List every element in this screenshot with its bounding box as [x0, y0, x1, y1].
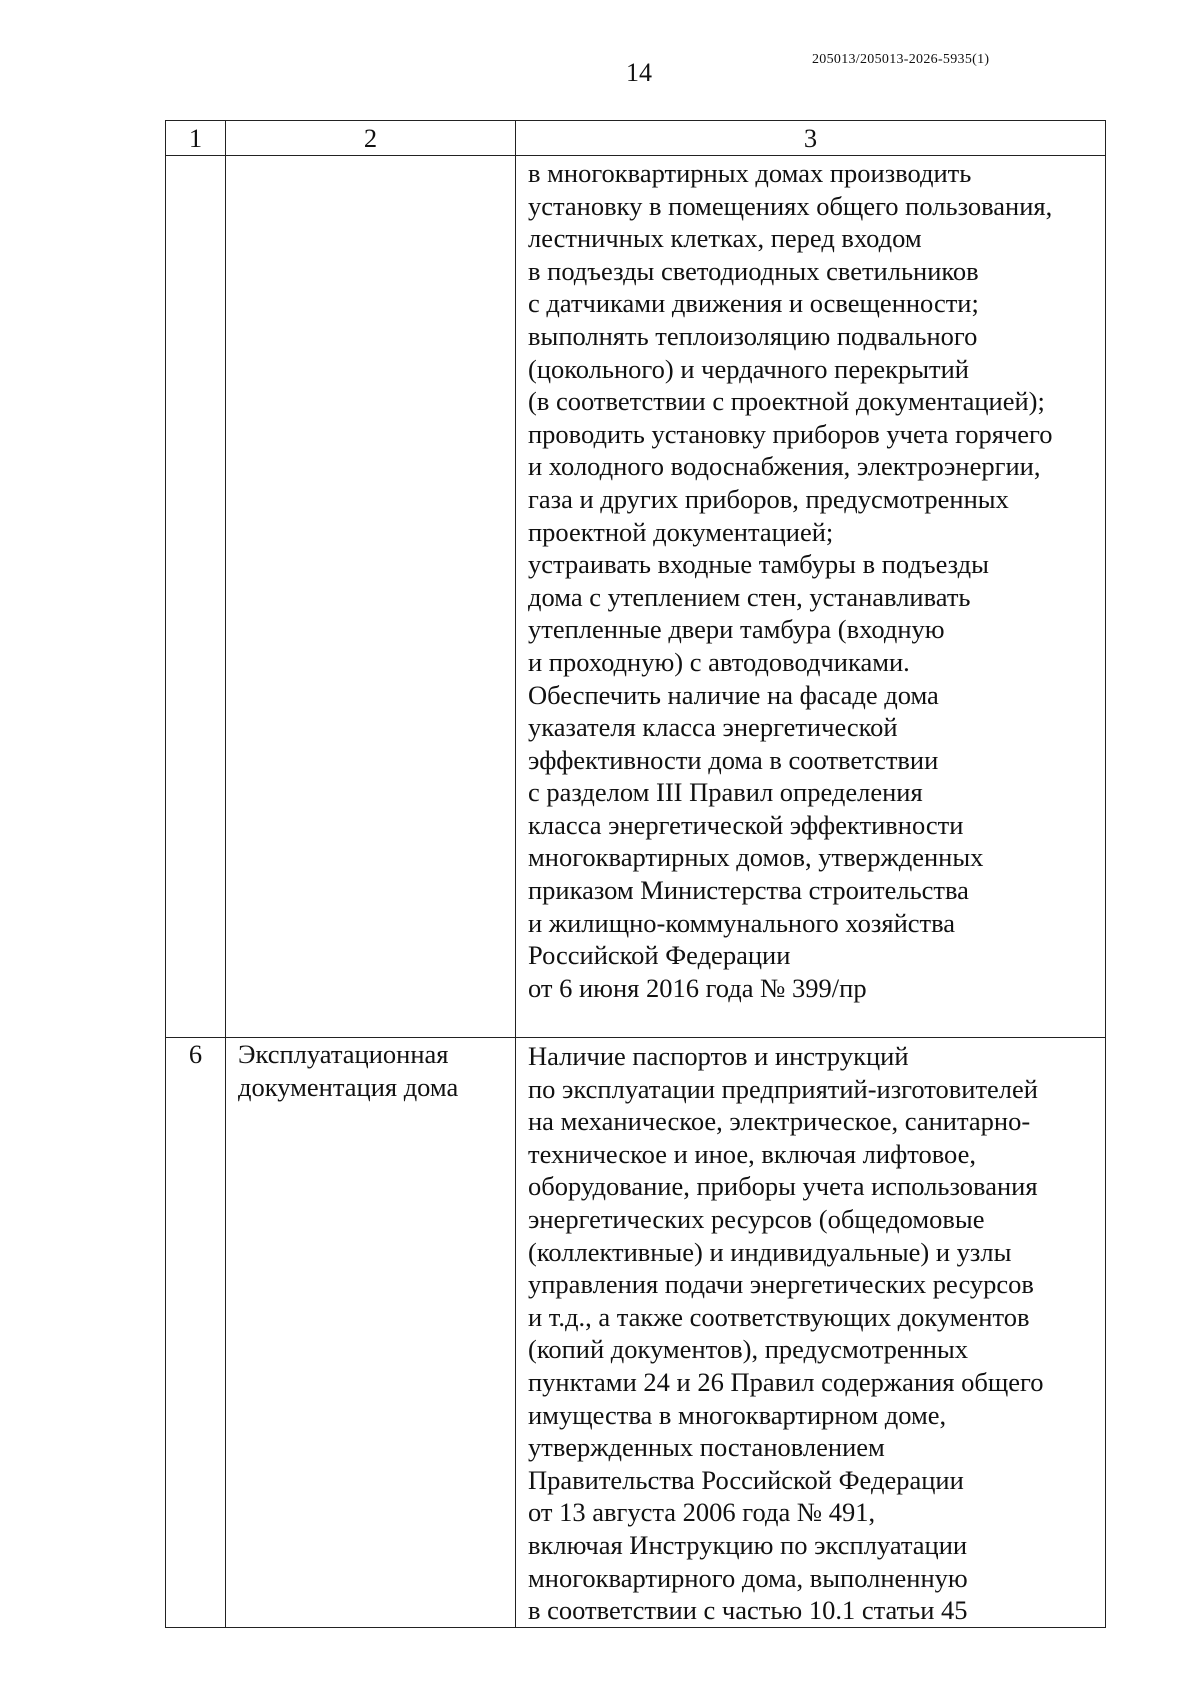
- column-header-3: 3: [516, 121, 1106, 156]
- table-row: [166, 156, 1106, 1038]
- text-line: газа и других приборов, предусмотренных: [528, 483, 1009, 514]
- column-header-2: 2: [226, 121, 516, 156]
- text-line: на механическое, электрическое, санитарно-: [528, 1106, 1031, 1137]
- row-description: [516, 1038, 1106, 1628]
- row-number: 6: [166, 1038, 226, 1628]
- text-line: оборудование, приборы учета использования: [528, 1171, 1038, 1202]
- text-line: в многоквартирных домах производить: [528, 158, 972, 188]
- text-line: установку в помещениях общего пользования,: [528, 190, 1053, 221]
- text-line: многоквартирного дома, выполненную: [528, 1562, 968, 1593]
- text-line: Правительства Российской Федерации: [528, 1464, 964, 1495]
- text-line: Обеспечить наличие на фасаде дома: [528, 679, 939, 710]
- text-line: проектной документацией;: [528, 516, 834, 547]
- text-line: утепленные двери тамбура (входную: [528, 614, 945, 645]
- text-line: с датчиками движения и освещенности;: [528, 288, 979, 319]
- table-row: [166, 1038, 1106, 1628]
- text-line: выполнять теплоизоляцию подвального: [528, 320, 978, 351]
- text-line: (копий документов), предусмотренных: [528, 1334, 969, 1365]
- text-line: энергетических ресурсов (общедомовые: [528, 1203, 985, 1234]
- row-description: [516, 156, 1106, 1038]
- requirements-table: [165, 120, 1106, 1628]
- text-line: и проходную) с автодоводчиками.: [528, 646, 910, 677]
- text-line: пунктами 24 и 26 Правил содержания общего: [528, 1366, 1044, 1397]
- text-line: в подъезды светодиодных светильников: [528, 255, 979, 286]
- text-line: проводить установку приборов учета горячего: [528, 418, 1053, 449]
- text-line: и т.д., а также соответствующих документов: [528, 1301, 1030, 1332]
- text-line: включая Инструкцию по эксплуатации: [528, 1529, 968, 1560]
- text-line: эффективности дома в соответствии: [528, 744, 939, 775]
- row-name-line: Эксплуатационная: [238, 1039, 449, 1069]
- text-line: приказом Министерства строительства: [528, 875, 969, 906]
- text-line: управления подачи энергетических ресурсов: [528, 1269, 1034, 1300]
- text-line: лестничных клетках, перед входом: [528, 223, 922, 254]
- row-name: [226, 156, 516, 1038]
- text-line: указателя класса энергетической: [528, 712, 898, 743]
- row-name-line: документация дома: [238, 1071, 459, 1102]
- column-header-1: 1: [166, 121, 226, 156]
- text-line: (в соответствии с проектной документацией);: [528, 386, 1045, 417]
- text-line: в соответствии с частью 10.1 статьи 45: [528, 1595, 968, 1626]
- text-line: по эксплуатации предприятий-изготовителей: [528, 1073, 1038, 1104]
- text-line: утвержденных постановлением: [528, 1432, 885, 1463]
- text-line: техническое и иное, включая лифтовое,: [528, 1138, 977, 1169]
- text-line: дома с утеплением стен, устанавливать: [528, 581, 971, 612]
- text-line: (коллективные) и индивидуальные) и узлы: [528, 1236, 1012, 1267]
- text-line: класса энергетической эффективности: [528, 809, 964, 840]
- text-line: от 6 июня 2016 года № 399/пр: [528, 972, 867, 1003]
- text-line: имущества в многоквартирном доме,: [528, 1399, 947, 1430]
- row-number: [166, 156, 226, 1038]
- text-line: с разделом III Правил определения: [528, 777, 923, 808]
- text-line: (цокольного) и чердачного перекрытий: [528, 353, 969, 384]
- text-line: многоквартирных домов, утвержденных: [528, 842, 984, 873]
- text-line: Российской Федерации: [528, 940, 791, 971]
- text-line: Наличие паспортов и инструкций: [528, 1041, 909, 1071]
- table-header-row: [166, 121, 1106, 156]
- document-id: 205013/205013-2026-5935(1): [812, 52, 990, 67]
- text-line: и холодного водоснабжения, электроэнергии,: [528, 451, 1041, 482]
- text-line: от 13 августа 2006 года № 491,: [528, 1497, 876, 1528]
- row-name: [226, 1038, 516, 1628]
- text-line: и жилищно-коммунального хозяйства: [528, 907, 956, 938]
- text-line: устраивать входные тамбуры в подъезды: [528, 549, 989, 580]
- page-number: 14: [626, 58, 652, 87]
